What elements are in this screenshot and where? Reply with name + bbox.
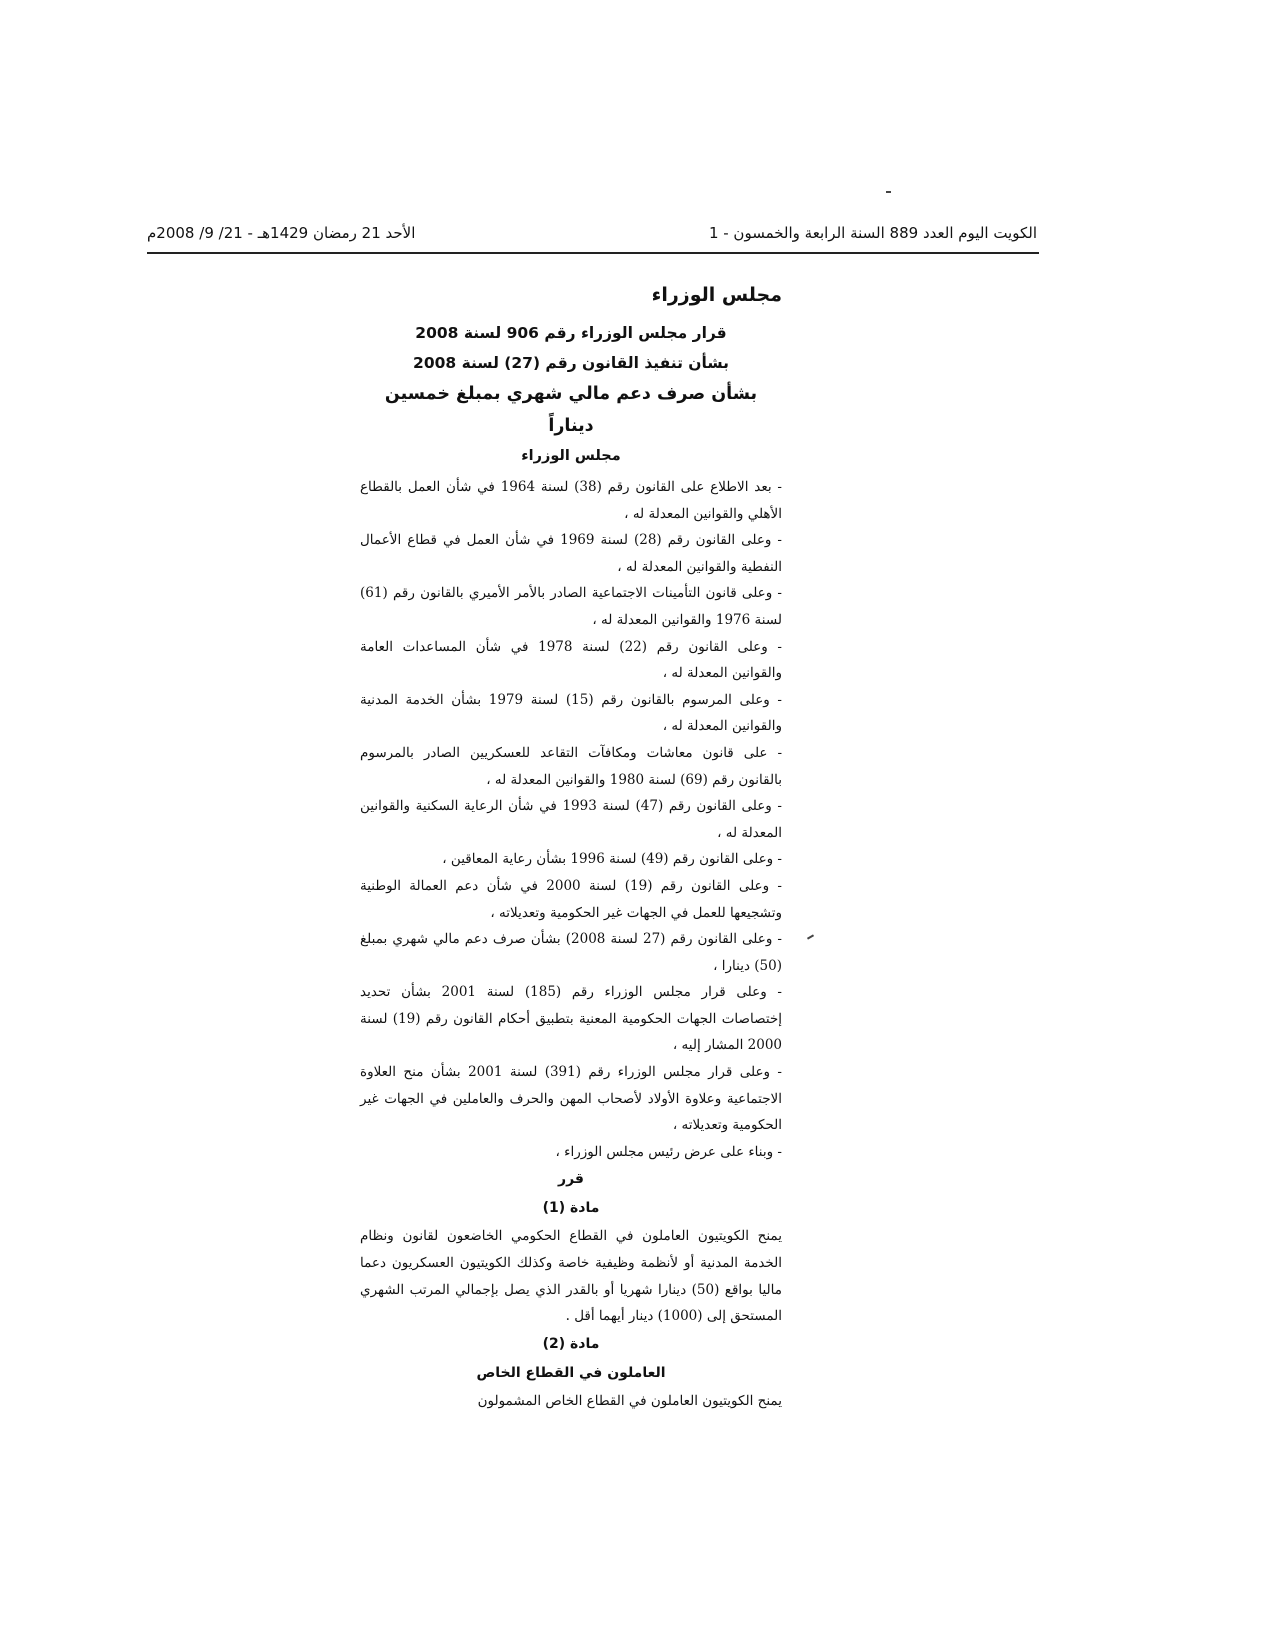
decree-issuer: مجلس الوزراء	[521, 448, 621, 464]
preamble-clause: - وعلى القانون رقم (22) لسنة 1978 في شأن المساعدات العامة والقوانين المعدلة له ،	[360, 638, 782, 682]
preamble-clause: - وعلى القانون رقم (19) لسنة 2000 في شأن دعم العمالة الوطنية وتشجيعها للعمل في الجهات غير الحكومية وتعديلاته ،	[360, 877, 782, 921]
section-title: مجلس الوزراء	[651, 284, 782, 306]
preamble-clause: - وعلى قانون التأمينات الاجتماعية الصادر بالأمر الأميري بالقانون رقم (61) لسنة 1976 والقوانين المعدلة له ،	[360, 585, 782, 628]
preamble-clause: - وعلى القانون رقم (49) لسنة 1996 بشأن رعاية المعاقين ،	[442, 851, 782, 868]
scan-speck	[807, 934, 814, 939]
header-divider	[147, 252, 1039, 254]
preamble-clause: - وعلى قرار مجلس الوزراء رقم (391) لسنة 2001 بشأن منح العلاوة الاجتماعية وعلاوة الأولاد لأصحاب المهن والحرف والعاملين في الجهات غير الحكومية وتعديلاته ،	[360, 1064, 782, 1134]
article-2-subheading: العاملون في القطاع الخاص	[476, 1364, 666, 1381]
article-1-heading: مادة (1)	[542, 1200, 600, 1217]
preamble-clause: - وعلى القانون رقم (47) لسنة 1993 في شأن الرعاية السكنية والقوانين المعدلة له ،	[360, 798, 782, 841]
article-column	[360, 284, 782, 1414]
decree-subject-detail: بشأن صرف دعم مالي شهري بمبلغ خمسين ديناراً	[384, 384, 758, 436]
preamble-clause: - وبناء على عرض رئيس مجلس الوزراء ،	[555, 1143, 782, 1160]
decree-title: قرار مجلس الوزراء رقم 906 لسنة 2008	[415, 324, 727, 342]
preamble-clause: - وعلى القانون رقم (28) لسنة 1969 في شأن العمل في قطاع الأعمال النفطية والقوانين المعدلة له ،	[360, 532, 782, 575]
scan-speck	[886, 191, 891, 193]
preamble-clause: - وعلى القانون رقم (27 لسنة 2008) بشأن صرف دعم مالي شهري بمبلغ (50) دينارا ،	[360, 931, 782, 974]
decree-subject: بشأن تنفيذ القانون رقم (27) لسنة 2008	[413, 354, 729, 372]
preamble-clause: - على قانون معاشات ومكافآت التقاعد للعسكريين الصادر بالمرسوم بالقانون رقم (69) لسنة 1980 والقوانين المعدلة له ،	[360, 744, 782, 788]
article-2-text: يمنح الكويتيون العاملون في القطاع الخاص المشمولون	[477, 1392, 782, 1409]
article-1-text: يمنح الكويتيون العاملون في القطاع الحكومي الخاضعون لقانون ونظام الخدمة المدنية أو لأنظمة وظيفية خاصة وكذلك الكويتيون العسكريون دعما ماليا بواقع (50) دينارا شهريا أو بالقدر الذي يصل بإجمالي المرتب الشهري المستحق إلى (1000) دينار أيهما أقل .	[360, 1228, 782, 1325]
running-header-date: الأحد 21 رمضان 1429هـ - 21/ 9/ 2008م	[147, 224, 416, 242]
preamble-clause: - بعد الاطلاع على القانون رقم (38) لسنة 1964 في شأن العمل بالقطاع الأهلي والقوانين المعدلة له ،	[360, 479, 782, 522]
preamble-clause: - وعلى قرار مجلس الوزراء رقم (185) لسنة 2001 بشأن تحديد إختصاصات الجهات الحكومية المعنية بتطبيق أحكام القانون رقم (19) لسنة 2000 المشار إليه ،	[360, 984, 782, 1054]
article-2-heading: مادة (2)	[542, 1335, 600, 1352]
decided-label: قرر	[558, 1171, 584, 1188]
running-header-issue: الكويت اليوم العدد 889 السنة الرابعة والخمسون - 1	[708, 224, 1037, 242]
preamble-clause: - وعلى المرسوم بالقانون رقم (15) لسنة 1979 بشأن الخدمة المدنية والقوانين المعدلة له ،	[360, 691, 782, 735]
